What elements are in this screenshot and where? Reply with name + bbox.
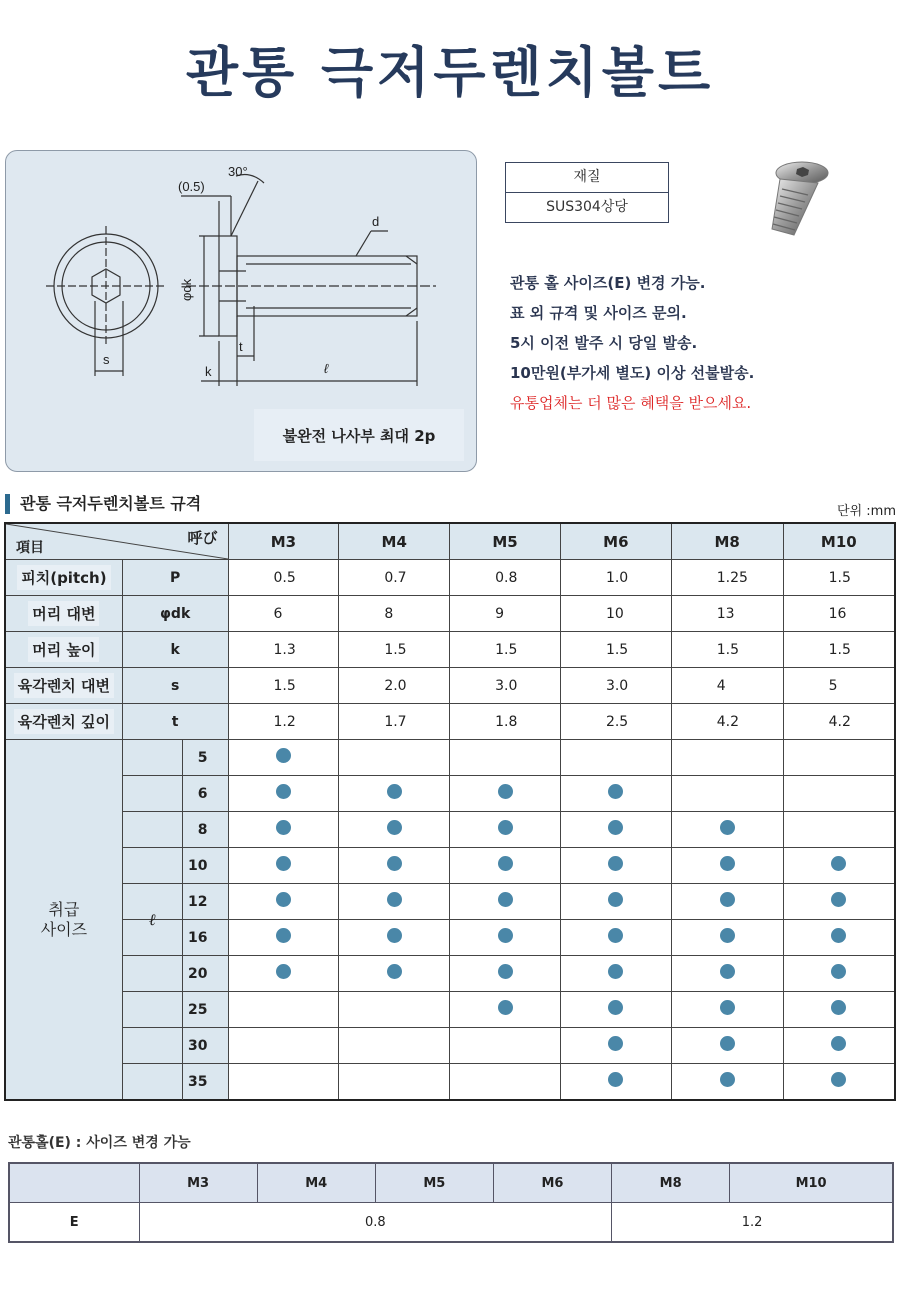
available-dot: [608, 892, 623, 907]
spec-value: 1.0: [560, 560, 671, 596]
spec-value: 1.5: [671, 632, 783, 668]
spec-value: 16: [783, 596, 895, 632]
spec-value: 10: [560, 596, 671, 632]
length-value: 35: [122, 1064, 228, 1101]
available-dot: [498, 1000, 513, 1015]
size-column-header: M10: [783, 523, 895, 560]
available-dot: [608, 964, 623, 979]
available-dot: [498, 784, 513, 799]
available-dot: [720, 1000, 735, 1015]
thread-note: 불완전 나사부 최대 2p: [254, 409, 464, 461]
availability-cell: [450, 848, 561, 884]
offset-label: (0.5): [178, 179, 205, 194]
availability-cell: [228, 740, 339, 776]
available-dot: [387, 784, 402, 799]
available-dot: [720, 856, 735, 871]
available-dot: [498, 892, 513, 907]
availability-cell: [560, 956, 671, 992]
note-item: 5시 이전 발주 시 당일 발송.: [510, 334, 698, 352]
spec-value: 2.0: [339, 668, 450, 704]
page-title: 관통 극저두렌치볼트: [185, 41, 715, 104]
availability-cell: [671, 920, 783, 956]
availability-cell: [560, 884, 671, 920]
spec-value: 1.5: [450, 632, 561, 668]
spec-value: 1.25: [671, 560, 783, 596]
availability-cell: [671, 992, 783, 1028]
availability-cell: [783, 1028, 895, 1064]
available-dot: [831, 964, 846, 979]
spec-row: [5, 632, 895, 668]
spec-value: 13: [671, 596, 783, 632]
available-dot: [720, 1072, 735, 1087]
length-row: [5, 1064, 895, 1101]
d-label: d: [372, 214, 380, 229]
available-dot: [608, 1000, 623, 1015]
availability-cell: [783, 776, 895, 812]
availability-cell: [671, 884, 783, 920]
available-dot: [276, 784, 291, 799]
length-value: 5: [122, 740, 228, 776]
hole-value: 0.8: [139, 1203, 612, 1243]
availability-cell: [783, 848, 895, 884]
hole-value-row: [9, 1203, 893, 1243]
availability-cell: [339, 920, 450, 956]
bolt-image: [752, 155, 842, 245]
availability-cell: [671, 1064, 783, 1101]
available-dot: [720, 964, 735, 979]
availability-cell: [450, 884, 561, 920]
length-value: 25: [122, 992, 228, 1028]
available-dot: [498, 964, 513, 979]
availability-cell: [339, 992, 450, 1028]
hole-header-row: [9, 1163, 893, 1203]
hole-row-label: E: [9, 1203, 139, 1243]
available-dot: [831, 1036, 846, 1051]
availability-cell: [783, 992, 895, 1028]
available-dot: [720, 928, 735, 943]
spec-value: 1.5: [783, 560, 895, 596]
size-column-header: M3: [228, 523, 339, 560]
available-dot: [276, 856, 291, 871]
spec-value: 4.2: [783, 704, 895, 740]
s-label: s: [103, 352, 110, 367]
spec-value: 1.8: [450, 704, 561, 740]
spec-value: 9: [450, 596, 561, 632]
availability-cell: [228, 1064, 339, 1101]
available-dot: [831, 928, 846, 943]
unit-label: 단위 :mm: [837, 504, 896, 519]
length-value: 8: [122, 812, 228, 848]
available-dot: [387, 856, 402, 871]
row-label: [5, 596, 122, 632]
hole-col-header: M3: [139, 1163, 257, 1203]
availability-label-line: 사이즈: [40, 919, 88, 939]
note-item: 10만원(부가세 별도) 이상 선불발송.: [510, 364, 755, 382]
availability-cell: [339, 848, 450, 884]
availability-cell: [783, 920, 895, 956]
available-dot: [608, 1072, 623, 1087]
availability-cell: [783, 1064, 895, 1101]
availability-cell: [228, 848, 339, 884]
spec-value: 0.7: [339, 560, 450, 596]
dk-label: φdk: [179, 278, 194, 301]
spec-value: 0.8: [450, 560, 561, 596]
spec-header-row: [5, 523, 895, 560]
material-header: 재질: [506, 163, 668, 193]
availability-cell: [671, 812, 783, 848]
available-dot: [831, 1072, 846, 1087]
row-symbol: s: [122, 668, 228, 704]
row-symbol: t: [122, 704, 228, 740]
hole-col-header: M8: [612, 1163, 730, 1203]
available-dot: [276, 892, 291, 907]
availability-label: [5, 740, 122, 1101]
availability-cell: [783, 884, 895, 920]
available-dot: [387, 892, 402, 907]
availability-cell: [560, 812, 671, 848]
hole-col-header: M6: [493, 1163, 611, 1203]
availability-cell: [450, 1028, 561, 1064]
availability-cell: [228, 992, 339, 1028]
availability-cell: [560, 848, 671, 884]
t-label: t: [239, 339, 243, 354]
corner-bottom-label: 項目: [16, 540, 44, 556]
available-dot: [276, 964, 291, 979]
length-value: 16: [122, 920, 228, 956]
availability-cell: [339, 884, 450, 920]
row-label-text: 육각렌치 대변: [14, 673, 114, 698]
available-dot: [276, 820, 291, 835]
availability-cell: [450, 956, 561, 992]
available-dot: [276, 748, 291, 763]
available-dot: [831, 856, 846, 871]
corner-top-label: 呼び: [187, 529, 218, 547]
spec-value: 4: [671, 668, 783, 704]
row-symbol: φdk: [122, 596, 228, 632]
available-dot: [720, 820, 735, 835]
availability-cell: [228, 776, 339, 812]
availability-cell: [450, 1064, 561, 1101]
availability-cell: [560, 1028, 671, 1064]
available-dot: [608, 784, 623, 799]
length-row: [5, 848, 895, 884]
header-corner: [5, 523, 228, 560]
length-row: [5, 776, 895, 812]
length-row: [5, 812, 895, 848]
length-value: 30: [122, 1028, 228, 1064]
spec-section-title: 관통 극저두렌치볼트 규격: [5, 494, 201, 514]
hole-col-header: M5: [375, 1163, 493, 1203]
availability-cell: [339, 740, 450, 776]
size-column-header: M6: [560, 523, 671, 560]
hole-col-header: M4: [257, 1163, 375, 1203]
availability-cell: [783, 812, 895, 848]
bolt-diagram: [5, 150, 477, 472]
spec-value: 1.2: [228, 704, 339, 740]
spec-value: 6: [228, 596, 339, 632]
availability-cell: [560, 992, 671, 1028]
length-value: 6: [122, 776, 228, 812]
availability-cell: [228, 884, 339, 920]
availability-cell: [560, 920, 671, 956]
available-dot: [387, 928, 402, 943]
available-dot: [387, 964, 402, 979]
spec-value: 8: [339, 596, 450, 632]
available-dot: [498, 856, 513, 871]
size-column-header: M4: [339, 523, 450, 560]
spec-row: [5, 668, 895, 704]
available-dot: [608, 856, 623, 871]
availability-cell: [560, 740, 671, 776]
available-dot: [387, 820, 402, 835]
available-dot: [608, 928, 623, 943]
spec-row: [5, 596, 895, 632]
row-label-text: 머리 높이: [28, 637, 99, 662]
available-dot: [720, 892, 735, 907]
length-row: [5, 1028, 895, 1064]
length-divider: [182, 740, 183, 1101]
available-dot: [498, 820, 513, 835]
length-value: 20: [122, 956, 228, 992]
hole-col-header: M10: [730, 1163, 893, 1203]
row-label: [5, 704, 122, 740]
available-dot: [831, 892, 846, 907]
length-row: [5, 992, 895, 1028]
note-item-highlight: 유통업체는 더 많은 혜택을 받으세요.: [510, 394, 752, 412]
availability-cell: [450, 920, 561, 956]
size-column-header: M5: [450, 523, 561, 560]
availability-cell: [783, 956, 895, 992]
row-label-text: 피치(pitch): [17, 565, 110, 590]
note-item: 관통 홀 사이즈(E) 변경 가능.: [510, 274, 706, 292]
l-label: ℓ: [324, 361, 329, 376]
availability-cell: [228, 956, 339, 992]
notes-list: [510, 272, 754, 422]
availability-cell: [339, 956, 450, 992]
availability-cell: [450, 812, 561, 848]
spec-value: 1.5: [783, 632, 895, 668]
length-symbol-label: ℓ: [148, 909, 156, 929]
hole-table: [8, 1162, 894, 1243]
availability-cell: [228, 812, 339, 848]
spec-value: 1.7: [339, 704, 450, 740]
availability-cell: [560, 776, 671, 812]
note-item: 표 외 규격 및 사이즈 문의.: [510, 304, 687, 322]
length-value: 12: [122, 884, 228, 920]
available-dot: [608, 820, 623, 835]
spec-value: 5: [783, 668, 895, 704]
angle-label: 30°: [228, 164, 248, 179]
material-box: [505, 162, 669, 223]
row-label: [5, 632, 122, 668]
row-label: [5, 560, 122, 596]
spec-row: [5, 560, 895, 596]
availability-cell: [450, 992, 561, 1028]
spec-value: 1.5: [339, 632, 450, 668]
hole-value: 1.2: [612, 1203, 893, 1243]
availability-cell: [560, 1064, 671, 1101]
row-symbol: P: [122, 560, 228, 596]
row-label-text: 육각렌치 깊이: [14, 709, 114, 734]
availability-cell: [450, 776, 561, 812]
availability-label-line: 취급: [48, 899, 80, 919]
availability-cell: [339, 776, 450, 812]
length-row: [5, 740, 895, 776]
available-dot: [720, 1036, 735, 1051]
availability-cell: [228, 1028, 339, 1064]
row-label: [5, 668, 122, 704]
spec-value: 1.5: [560, 632, 671, 668]
availability-cell: [339, 812, 450, 848]
available-dot: [608, 1036, 623, 1051]
spec-value: 0.5: [228, 560, 339, 596]
availability-cell: [671, 776, 783, 812]
spec-value: 3.0: [560, 668, 671, 704]
spec-row: [5, 704, 895, 740]
k-label: k: [205, 364, 212, 379]
available-dot: [831, 1000, 846, 1015]
availability-cell: [228, 920, 339, 956]
availability-cell: [671, 848, 783, 884]
availability-cell: [450, 740, 561, 776]
availability-cell: [671, 1028, 783, 1064]
length-row: [5, 956, 895, 992]
spec-value: 3.0: [450, 668, 561, 704]
availability-cell: [671, 956, 783, 992]
size-column-header: M8: [671, 523, 783, 560]
spec-value: 1.5: [228, 668, 339, 704]
spec-value: 4.2: [671, 704, 783, 740]
row-symbol: k: [122, 632, 228, 668]
spec-table: [4, 522, 896, 1101]
hole-corner: [9, 1163, 139, 1203]
availability-cell: [783, 740, 895, 776]
availability-cell: [339, 1028, 450, 1064]
availability-cell: [671, 740, 783, 776]
spec-value: 2.5: [560, 704, 671, 740]
availability-cell: [339, 1064, 450, 1101]
hole-title: 관통홀(E) : 사이즈 변경 가능: [8, 1135, 191, 1151]
available-dot: [276, 928, 291, 943]
material-value: SUS304상당: [546, 199, 628, 215]
length-value: 10: [122, 848, 228, 884]
row-label-text: 머리 대변: [28, 601, 99, 626]
spec-value: 1.3: [228, 632, 339, 668]
available-dot: [498, 928, 513, 943]
